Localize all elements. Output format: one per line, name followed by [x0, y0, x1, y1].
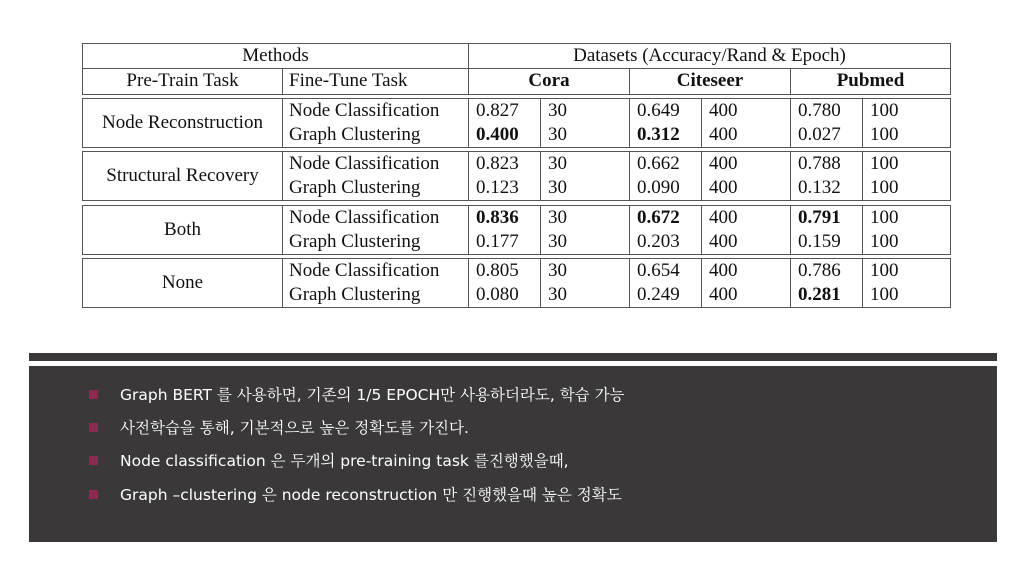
- cora-accuracy-cell: 0.836: [476, 207, 519, 228]
- datasets-header: Datasets (Accuracy/Rand & Epoch): [573, 45, 846, 66]
- bullet-square-icon: [89, 423, 98, 432]
- pubmed-accuracy-cell: 0.788: [798, 153, 841, 174]
- citeseer-accuracy-cell: 0.662: [637, 153, 680, 174]
- cora-accuracy-cell: 0.400: [476, 124, 519, 145]
- note-bullet: [89, 480, 622, 508]
- citeseer-epoch-cell: 400: [709, 284, 738, 305]
- panel-top-bar: [29, 353, 997, 361]
- pubmed-accuracy-cell: 0.780: [798, 100, 841, 121]
- citeseer-accuracy-cell: 0.649: [637, 100, 680, 121]
- pubmed-epoch-cell: 100: [870, 100, 899, 121]
- pubmed-epoch-cell: 100: [870, 124, 899, 145]
- cora-accuracy-cell: 0.823: [476, 153, 519, 174]
- finetune-task-cell: Graph Clustering: [289, 231, 421, 252]
- citeseer-accuracy-cell: 0.203: [637, 231, 680, 252]
- pretrain-task-cell: Structural Recovery: [106, 165, 259, 186]
- pubmed-accuracy-cell: 0.027: [798, 124, 841, 145]
- table-group: [82, 205, 951, 255]
- pubmed-epoch-cell: 100: [870, 177, 899, 198]
- cora-epoch-cell: 30: [548, 177, 567, 198]
- citeseer-epoch-cell: 400: [709, 177, 738, 198]
- finetune-task-cell: Node Classification: [289, 207, 440, 228]
- bullet-square-icon: [89, 490, 98, 499]
- note-text: Graph BERT 를 사용하면, 기존의 1/5 EPOCH만 사용하더라도, 학습 가능: [120, 386, 625, 404]
- cora-accuracy-cell: 0.123: [476, 177, 519, 198]
- citeseer-epoch-cell: 400: [709, 124, 738, 145]
- cora-header: Cora: [528, 70, 570, 91]
- citeseer-accuracy-cell: 0.672: [637, 207, 680, 228]
- citeseer-epoch-cell: 400: [709, 231, 738, 252]
- note-bullet: [89, 446, 569, 474]
- pretrain-task-cell: Node Reconstruction: [102, 112, 263, 133]
- citeseer-epoch-cell: 400: [709, 260, 738, 281]
- cora-epoch-cell: 30: [548, 260, 567, 281]
- notes-panel: [29, 366, 997, 542]
- table-group: [82, 98, 951, 148]
- bullet-square-icon: [89, 390, 98, 399]
- cora-epoch-cell: 30: [548, 231, 567, 252]
- note-bullet: [89, 413, 469, 441]
- note-text: Graph –clustering 은 node reconstruction 만 진행했을때 높은 정확도: [120, 486, 622, 504]
- citeseer-accuracy-cell: 0.249: [637, 284, 680, 305]
- citeseer-epoch-cell: 400: [709, 207, 738, 228]
- finetune-task-cell: Node Classification: [289, 260, 440, 281]
- note-text: 사전학습을 통해, 기본적으로 높은 정확도를 가진다.: [120, 419, 469, 437]
- cora-accuracy-cell: 0.827: [476, 100, 519, 121]
- cora-epoch-cell: 30: [548, 100, 567, 121]
- pubmed-accuracy-cell: 0.786: [798, 260, 841, 281]
- pretrain-header: Pre-Train Task: [126, 70, 239, 91]
- citeseer-accuracy-cell: 0.312: [637, 124, 680, 145]
- table-group: [82, 151, 951, 201]
- pubmed-header: Pubmed: [836, 70, 905, 91]
- note-text: Node classification 은 두개의 pre-training task 를진행했을때,: [120, 452, 569, 470]
- finetune-task-cell: Graph Clustering: [289, 177, 421, 198]
- pubmed-epoch-cell: 100: [870, 260, 899, 281]
- finetune-task-cell: Graph Clustering: [289, 284, 421, 305]
- cora-epoch-cell: 30: [548, 207, 567, 228]
- methods-header: Methods: [242, 45, 309, 66]
- bullet-square-icon: [89, 456, 98, 465]
- pubmed-epoch-cell: 100: [870, 284, 899, 305]
- finetune-header: Fine-Tune Task: [289, 70, 408, 91]
- pubmed-accuracy-cell: 0.281: [798, 284, 841, 305]
- pubmed-epoch-cell: 100: [870, 207, 899, 228]
- cora-epoch-cell: 30: [548, 124, 567, 145]
- pubmed-epoch-cell: 100: [870, 153, 899, 174]
- cora-accuracy-cell: 0.805: [476, 260, 519, 281]
- cora-epoch-cell: 30: [548, 284, 567, 305]
- cora-accuracy-cell: 0.080: [476, 284, 519, 305]
- note-bullet: [89, 380, 625, 408]
- table-header: [82, 43, 951, 95]
- finetune-task-cell: Node Classification: [289, 153, 440, 174]
- citeseer-epoch-cell: 400: [709, 153, 738, 174]
- finetune-task-cell: Node Classification: [289, 100, 440, 121]
- citeseer-accuracy-cell: 0.654: [637, 260, 680, 281]
- citeseer-epoch-cell: 400: [709, 100, 738, 121]
- pubmed-accuracy-cell: 0.159: [798, 231, 841, 252]
- cora-accuracy-cell: 0.177: [476, 231, 519, 252]
- cora-epoch-cell: 30: [548, 153, 567, 174]
- pubmed-accuracy-cell: 0.791: [798, 207, 841, 228]
- citeseer-header: Citeseer: [676, 70, 744, 91]
- citeseer-accuracy-cell: 0.090: [637, 177, 680, 198]
- table-group: [82, 258, 951, 308]
- finetune-task-cell: Graph Clustering: [289, 124, 421, 145]
- pretrain-task-cell: Both: [164, 219, 201, 240]
- pubmed-epoch-cell: 100: [870, 231, 899, 252]
- pretrain-task-cell: None: [161, 272, 204, 293]
- pubmed-accuracy-cell: 0.132: [798, 177, 841, 198]
